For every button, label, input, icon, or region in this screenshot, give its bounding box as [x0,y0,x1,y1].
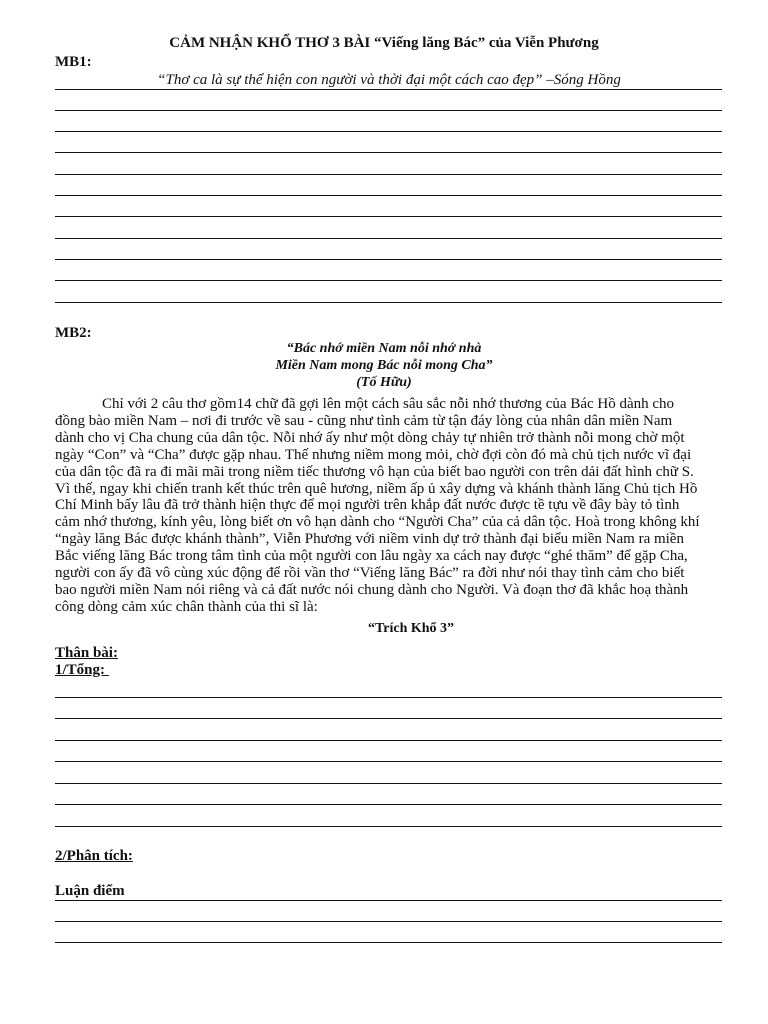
paragraph-line: ngày “Con” và “Cha” được gặp nhau. Thế nhưng niềm mong mỏi, chờ đợi còn đó mà chủ tịch nước vĩ đại [55,446,692,463]
paragraph-line: người con ấy đã vô cùng xúc động để rồi vần thơ “Viếng lăng Bác” ra đời như nói thay tình cảm cho biết [55,565,685,582]
writing-line[interactable] [55,718,722,719]
writing-line[interactable] [55,942,722,943]
writing-line[interactable] [55,804,722,805]
excerpt-label: “Trích Khổ 3” [367,621,455,636]
writing-line[interactable] [55,740,722,741]
writing-line[interactable] [55,89,722,90]
mb2-label: MB2: [55,325,92,341]
mb1-label: MB1: [55,54,92,70]
paragraph-line: Vì thế, ngay khi chiến tranh kết thúc trên quê hương, niềm ấp ủ xây dựng và khánh thành lăng Chủ tịch Hồ [55,480,698,497]
paragraph-line: đồng bào miền Nam – nơi đi trước về sau - cũng như tình cảm từ tận đáy lòng của nhân dân miền Nam [55,412,673,429]
writing-line[interactable] [55,152,722,153]
writing-line[interactable] [55,110,722,111]
mb1-quote: “Thơ ca là sự thể hiện con người và thời đại một cách cao đẹp” –Sóng Hồng [157,72,621,88]
writing-line[interactable] [55,195,722,196]
paragraph-line: Chỉ với 2 câu thơ gồm14 chữ đã gợi lên một cách sâu sắc nỗi nhớ thương của Bác Hồ dành cho [102,396,675,412]
poem-line-1: “Bác nhớ miền Nam nỗi nhớ nhà [286,341,482,356]
writing-line[interactable] [55,302,722,303]
writing-line[interactable] [55,783,722,784]
luan-diem-heading: Luận điểm [55,883,125,899]
writing-line[interactable] [55,697,722,698]
writing-line[interactable] [55,131,722,132]
paragraph-line: dành cho vị Cha chung của dân tộc. Nỗi nhớ ấy như một dòng chảy tự nhiên trở thành nỗi mong chờ một [55,429,685,446]
paragraph-line: Bắc viếng lăng Bác trong tâm tình của một người con lâu ngày xa cách nay được “ghé thăm” để gặp Cha, [55,548,688,565]
writing-line[interactable] [55,216,722,217]
document-title: CẢM NHẬN KHỔ THƠ 3 BÀI “Viếng lăng Bác” của Viễn Phương [169,35,599,51]
writing-line[interactable] [55,921,722,922]
writing-line[interactable] [55,174,722,175]
paragraph-line: cảm nhớ thương, kính yêu, lòng biết ơn vô hạn dành cho “Người Cha” của cả dân tộc. Hoà trong không khí [55,514,700,531]
poem-author: (Tố Hữu) [356,375,412,390]
mb2-paragraph [55,396,723,616]
than-bai-heading: Thân bài: [55,645,118,661]
paragraph-line: của dân tộc đã ra đi mãi mãi trong niềm tiếc thương vô hạn của biết bao người con trên dải đất hình chữ S. [55,463,694,480]
paragraph-line: “ngày lăng Bác được khánh thành”, Viễn Phương với niềm vinh dự trở thành đại biểu miền Nam ra miền [55,531,684,548]
phan-tich-heading: 2/Phân tích: [55,848,133,864]
writing-line[interactable] [55,900,722,901]
writing-line[interactable] [55,238,722,239]
writing-line[interactable] [55,761,722,762]
writing-line[interactable] [55,259,722,260]
poem-line-2: Miền Nam mong Bác nỗi mong Cha” [275,358,493,373]
paragraph-line: Chí Minh bấy lâu đã trở thành hiện thực để mọi người trên khắp đất nước được tề tựu về đây bày tỏ tình [55,497,680,514]
writing-line[interactable] [55,280,722,281]
paragraph-line: công dòng cảm xúc chân thành của thi sĩ là: [55,598,318,615]
writing-line[interactable] [55,826,722,827]
paragraph-line: bao người miền Nam nói riêng và cả đất nước nói chung dành cho Người. Và đoạn thơ đã khắc hoạ thành [55,581,689,598]
tong-heading: 1/Tổng: [55,662,109,678]
